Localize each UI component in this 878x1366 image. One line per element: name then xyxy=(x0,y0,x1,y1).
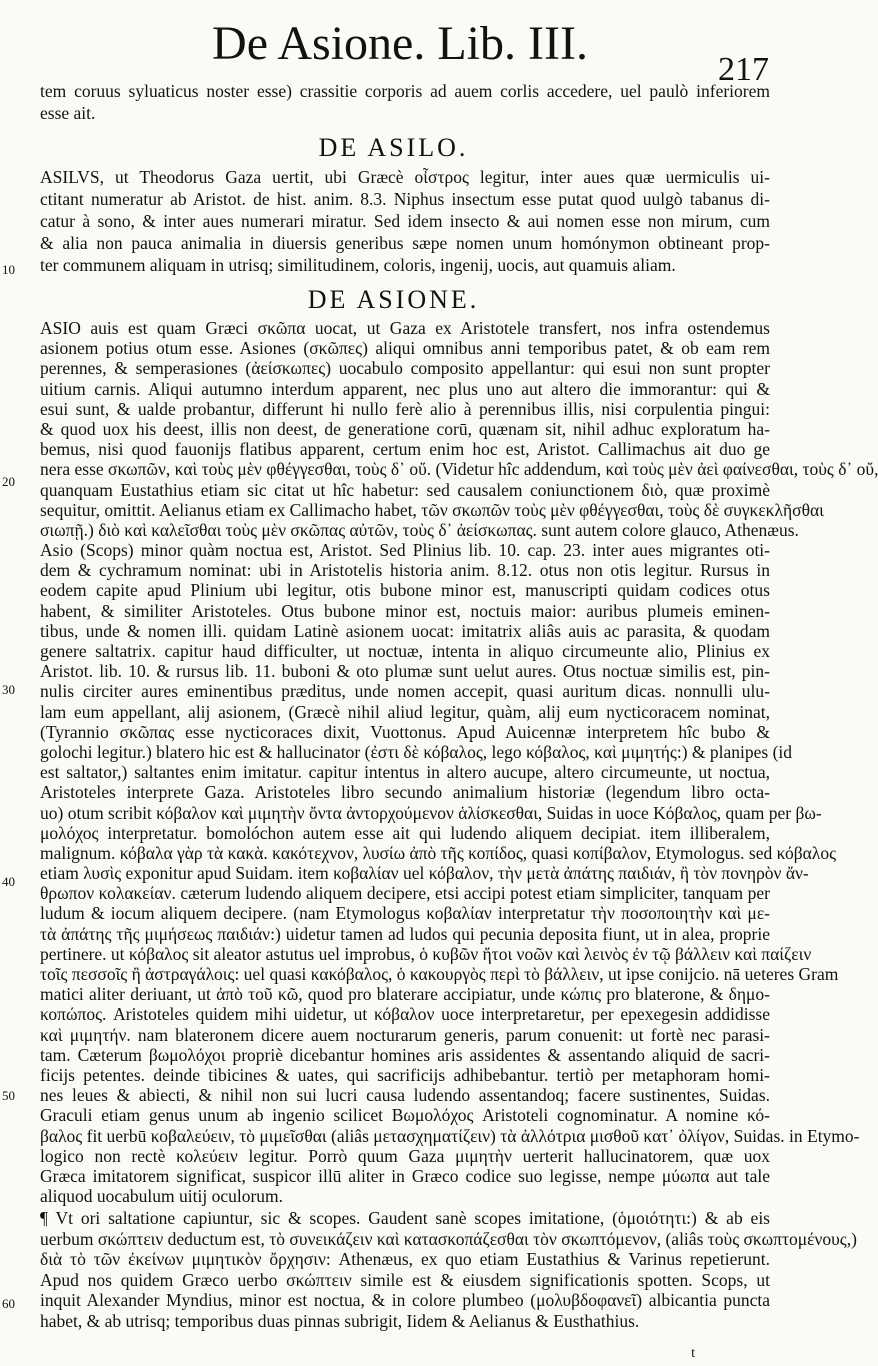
text-line: Græca imitatorem significat, suspicor illū aliter in Græco codice suo legisse, nempe μύωπα aut tale xyxy=(40,1165,770,1186)
margin-line-number: 10 xyxy=(2,262,15,277)
text-line: uerbum σκώπτειν deductum est, τὸ συνεικάζειν καὶ κατασκοπάζεσθαι τὸν σκωπτόμενον, (aliâs τοὺς σκωπτομένους,) xyxy=(40,1228,857,1249)
margin-line-number: 20 xyxy=(2,474,15,489)
text-line: & alia non pauca animalia in diuersis generibus sæpe nomen unum homónymon obtineant prop- xyxy=(40,233,770,253)
text-line: θρωπον κολακείαν. cæterum ludendo aliquem decipere, etsi accipi potest etiam simpliciter, tanquam per xyxy=(40,883,770,904)
text-line: catur à sono, & inter aues numerari miratur. Sed idem insecto & aui nomen esse non mirum, cum xyxy=(40,211,770,231)
text-line: aliquod uocabulum uitij oculorum. xyxy=(40,1186,284,1207)
text-line: habent, & similiter Aristoteles. Otus bubone minor est, noctuis maior: auribus plumeis eminen- xyxy=(40,600,770,621)
margin-line-number: 60 xyxy=(2,1296,15,1311)
text-line: μολόχος interpretatur. bomolóchon autem esse ait qui ludendo aliquem decipiat. item illiberalem, xyxy=(40,822,770,843)
text-line: διὰ τὸ τῶν ἐκείνων μιμητικὸν ὄρχησιν: Athenæus, ex quo etiam Eustathius & Varinus repetierunt. xyxy=(40,1249,770,1269)
text-line: eodem capite apud Plinium ubi legitur, otis bubone minor est, manuscripti quidam codices otus xyxy=(40,580,770,601)
text-line: nes leues & abiecti, & nihil non sui lucri causa ludendo assentandoq; facere sustinentes, Suidas. xyxy=(40,1085,770,1106)
text-line: Aristot. lib. 10. & rursus lib. 11. buboni & oto plumæ sunt uelut aures. Otus noctuæ similis est, pin- xyxy=(40,661,770,682)
text-line: σιωπῇ.) διὸ καὶ καλεῖσθαι τοὺς μὲν σκῶπας αὐτῶν, τοὺς δ᾽ ἀείσκωπας. sunt autem colore glauco, Athenæus. xyxy=(40,519,799,540)
text-line: τοῖς πεσσοῖς ἢ ἀστραγάλοις: uel quasi κακόβαλος, ὁ κακουργὸς περὶ τὸ βάλλειν, ut ipse conijcio. nā ueteres Gram xyxy=(40,964,839,984)
text-line: uitium carnis. Aliqui autumno interdum apparent, nec plus uno aut altero die immorantur: qui & xyxy=(40,378,770,399)
running-title: De Asione. Lib. III. xyxy=(212,17,588,70)
text-line: sequitur, omittit. Aelianus etiam ex Callimacho habet, τῶν σκωπῶν τοὺς μὲν φθέγγεσθαι, τοὺς δὲ συγκεκλῆσθαι xyxy=(40,499,824,520)
text-line: nulis circiter aures eminentibus præditus, unde nomen accepit, quasi auritum dicas. nonnulli ulu- xyxy=(40,681,770,702)
text-line: tem coruus syluaticus noster esse) crassitie corporis ad auem corlis accedere, uel paulò inferiorem xyxy=(40,81,770,101)
text-line: perennes, & semperasiones (ἀείσκωπες) uocabulo composito appellantur: qui esui non sunt propter xyxy=(40,358,770,379)
text-line: ficijs petentes. deinde tibicines & uates, qui sacrificijs adhibebantur. tertiò per metaphoram homi- xyxy=(40,1064,770,1085)
text-line: pertinere. ut κόβαλος sit aleator astutus uel improbus, ὁ κυβῶν ἤτοι νοῶν καὶ λεινὸς ἐν τῷ βάλλειν καὶ παίζειν xyxy=(40,943,812,964)
text-line: βαλος fit uerbū κοβαλεύειν, τὸ μιμεῖσθαι (aliâs μετασχηματίζειν) τὰ ἀλλότρια μισθοῦ κατ᾽ ὀλίγον, Suidas. in Etymo- xyxy=(40,1125,860,1146)
text-line: τὰ ἀπάτης τῆς μιμήσεως παιδιάν:) uidetur tamen ad ludos qui pecunia deposita fiunt, ut in alea, proprie xyxy=(40,923,770,944)
text-line: genere saltatrix. capitur haud difficulter, ut noctuæ, intenta in aliquo circumeunte alio, Plinius ex xyxy=(40,641,770,661)
text-line: asionem potius otum esse. Asiones (σκῶπες) aliqui omnibus anni temporibus patet, & ob eam rem xyxy=(40,338,770,359)
catchword: t xyxy=(691,1346,695,1361)
text-line: uo) otum scribit κόβαλον καὶ μιμητὴν ὄντα ἀντορχούμενον ἁλίσκεσθαι, Suidas in uoce Κόβαλος, quam per βω- xyxy=(40,802,822,823)
text-line: est saltator,) saltantes enim imitatur. capitur intentus in altero aucupe, altero circumeunte, ut noctua, xyxy=(40,762,770,783)
text-line: Apud nos quidem Græco uerbo σκώπτειν simile est & eiusdem significationis spotten. Scops, ut xyxy=(40,1269,770,1290)
text-line: καὶ μιμητήν. nam blateronem dicere auem nocturarum generis, parum conuenit: ut fortè nec parasi- xyxy=(40,1024,770,1045)
text-line: habet, & ab utrisq; temporibus duas pinnas subrigit, Iidem & Aelianus & Eusthathius. xyxy=(40,1310,640,1331)
text-line: tibus, unde & nomen illi. quidam Latinè asionem uocat: imitatrix aliâs auis ac parasita, & quodam xyxy=(40,620,770,641)
margin-line-number: 50 xyxy=(2,1088,15,1103)
text-line: quanquam Eustathius etiam sic citat ut hîc habetur: sed causalem coniunctionem διὸ, quæ proximè xyxy=(40,479,770,500)
section-heading-asione: DE ASIONE. xyxy=(307,285,480,314)
text-line: dem & cychramum nominat: ubi in Aristotelis historia anim. 8.12. otus non otis legitur. Rursus in xyxy=(40,560,770,581)
text-line: Graculi etiam genus unum ab ingenio scilicet Βωμολόχος Aristoteli cognominatur. A nomine κό- xyxy=(40,1105,770,1126)
text-line: ¶ Vt ori saltatione capiuntur, sic & scopes. Gaudent sanè scopes imitatione, (ὁμοιότητι:) & ab eis xyxy=(40,1208,770,1228)
text-line: esui sunt, & ualde probantur, differunt hi nullo ferè alio à perennibus illis, nisi corpulentia pingui: xyxy=(40,398,770,419)
margin-line-number: 40 xyxy=(2,874,15,889)
page-number: 217 xyxy=(718,51,769,88)
text-line: bemus, nisi quod fauonijs flatibus apparent, certum enim hoc est, Aristot. Callimachus ait duo ge xyxy=(40,439,770,460)
text-line: malignum. κόβαλα γὰρ τὰ κακὰ. κακότεχνον, λυσίω ἀπὸ τῆς κοπίδος, quasi κοπίβαλον, Etymologus. sed κόβαλος xyxy=(40,842,837,863)
section-heading-asilo: DE ASILO. xyxy=(318,133,469,162)
text-line: ASILVS, ut Theodorus Gaza uertit, ubi Græcè οἶστρος legitur, inter aues quæ uermiculis ui- xyxy=(40,167,770,187)
asilo-paragraph xyxy=(40,166,770,276)
text-line: ASIO auis est quam Græci σκῶπα uocat, ut Gaza ex Aristotele transfert, nos infra ostendemus xyxy=(40,318,770,338)
text-line: tam. Cæterum βωμολόχοι propriè dicebantur homines aris assidentes & assentando aliquid de sacri- xyxy=(40,1044,770,1065)
text-line: κοπώπος. Aristoteles quidem mihi uidetur, ut κόβαλον uoce interpretaretur, per epexegesin addidisse xyxy=(40,1004,770,1025)
text-line: Aristoteles interprete Gaza. Aristoteles libro secundo animalium historiæ (legendum libro octa- xyxy=(40,782,770,803)
margin-line-number: 30 xyxy=(2,682,15,697)
text-line: ter communem aliquam in utrisq; similitudinem, coloris, ingenij, uocis, aut quamuis aliam. xyxy=(40,255,676,275)
text-line: logico non rectè κολεύειν legitur. Porrò quum Gaza μιμητὴν uerterit hallucinatorem, quæ uox xyxy=(40,1145,770,1166)
text-line: (Tyrannio σκῶπας esse nycticoraces dixit, Vuottonus. Apud Auicennæ interpretem hîc bubo & xyxy=(40,721,770,742)
text-line: matici aliter deriuant, ut ἀπὸ τοῦ κῶ, quod pro blaterare accipiatur, unde κώπις pro blaterone, & δημο- xyxy=(40,984,770,1005)
text-line: ludum & iocum aliquem decipere. (nam Etymologus κοβαλίαν interpretatur τὴν ποσοποιητὴν καὶ με- xyxy=(40,903,770,924)
text-line: ctitant numeratur ab Aristot. de hist. anim. 8.3. Niphus insectum esse putat quod uulgò tabanus di- xyxy=(40,189,770,209)
text-line: inquit Alexander Myndius, minor est noctua, & in colore plumbeo (μολυβδοφανεῖ) albicantia puncta xyxy=(40,1290,770,1310)
intro-paragraph xyxy=(40,80,770,124)
asione-paragraph xyxy=(40,318,878,1207)
text-line: nera esse σκωπῶν, καὶ τοὺς μὲν φθέγγεσθαι, τοὺς δ᾽ οὔ. (Videtur hîc addendum, καὶ τοὺς μὲν ἀεὶ φαίνεσθαι, τοὺς δ᾽ οὔ, xyxy=(40,459,878,480)
text-line: Asio (Scops) minor quàm noctua est, Aristot. Sed Plinius lib. 10. cap. 23. inter aues migrantes oti- xyxy=(40,540,770,561)
text-line: lam eum appellant, alij asionem, (Græcè nihil aliud legitur, quàm, alij eum nycticoracem nominat, xyxy=(40,701,770,722)
text-line: golochi legitur.) blatero hic est & hallucinator (ἐστι δὲ κόβαλος, lego κόβαλος, καὶ μιμητής:) & planipes (id xyxy=(40,741,793,762)
text-line: esse ait. xyxy=(40,103,96,123)
text-line: & quod uox his deest, illis non deest, de generatione corū, quænam sit, nihil adhuc exploratum ha- xyxy=(40,418,770,439)
text-line: etiam λυσὶς exponitur apud Suidam. item κοβαλίαν uel κόβαλον, τὴν μετὰ ἀπάτης παιδιάν, ἢ τὸν πονηρὸν ἄν- xyxy=(40,863,809,884)
asione-paragraph-2 xyxy=(40,1208,857,1331)
